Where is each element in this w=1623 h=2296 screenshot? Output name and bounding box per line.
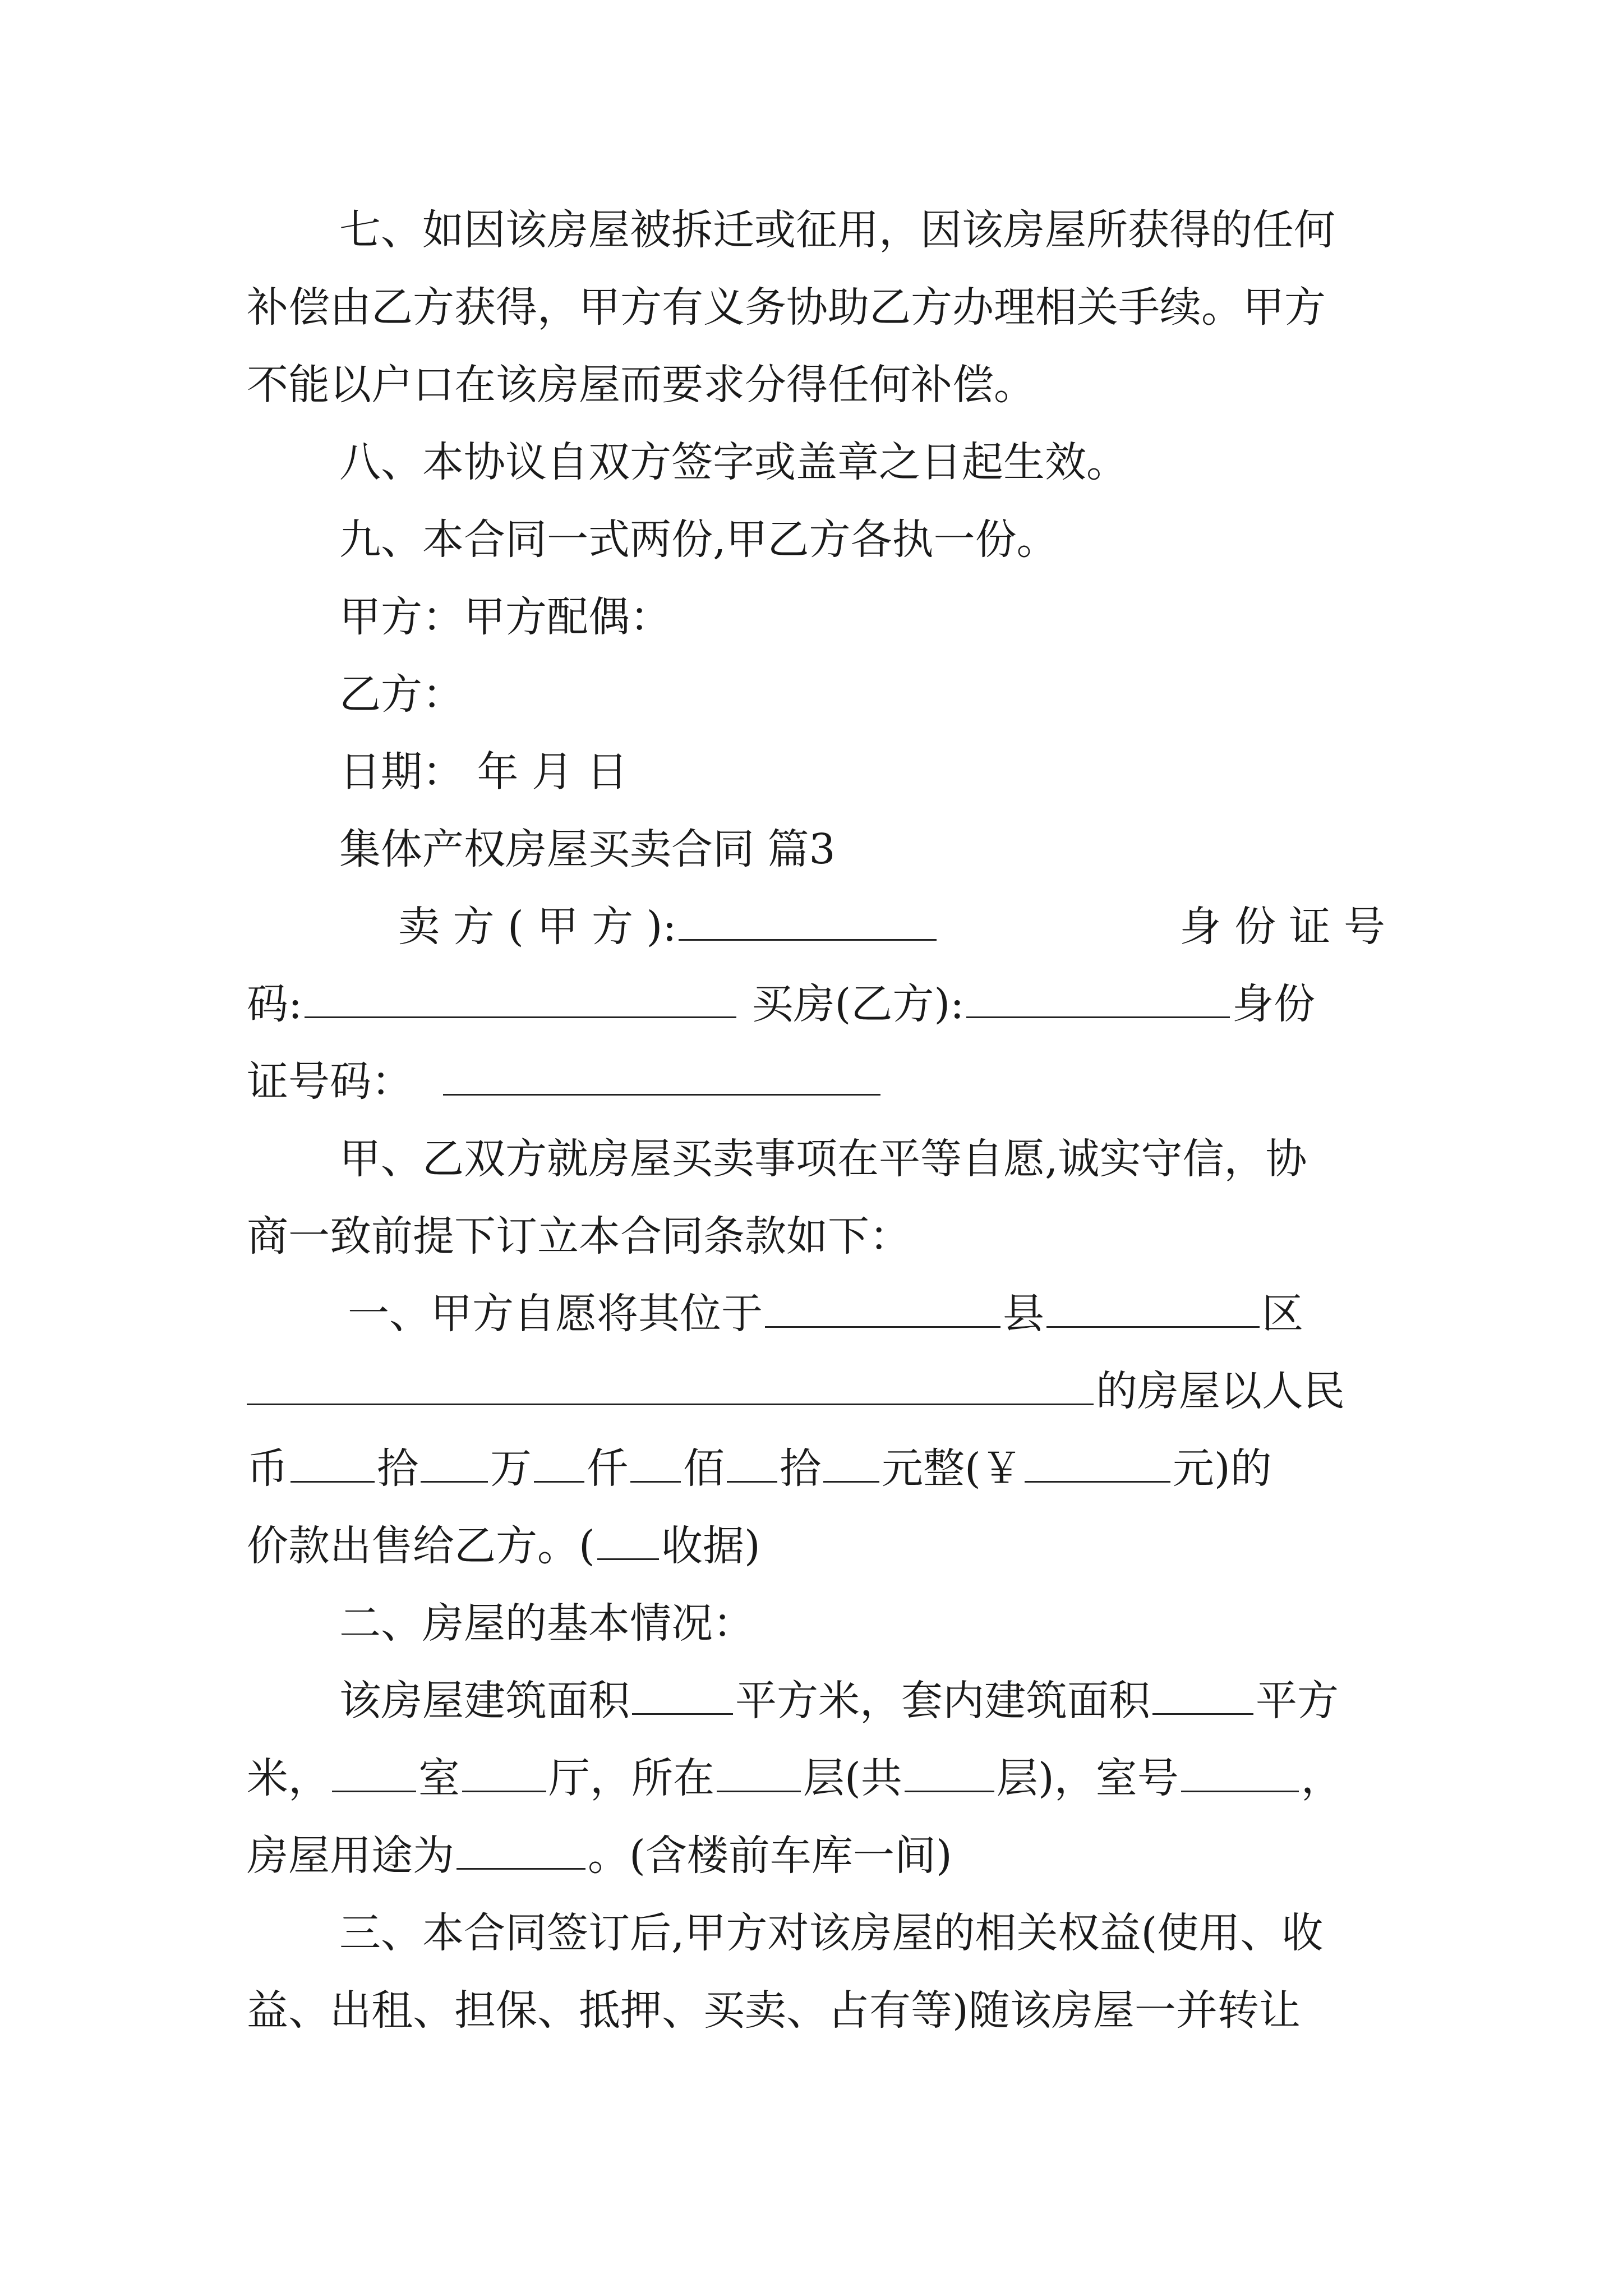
amount-unit-3: 仟 — [587, 1444, 628, 1493]
clause-7-line-2: 补偿由乙方获得，甲方有义务协助乙方办理相关手续。甲方 — [247, 283, 1326, 332]
clause-1-text: 一、甲方自愿将其位于 — [348, 1290, 763, 1338]
preamble-line-2: 商一致前提下订立本合同条款如下： — [247, 1212, 911, 1260]
seller-id-label: 身 份 证 号 — [1179, 903, 1385, 951]
amount-unit-2: 万 — [490, 1444, 532, 1493]
district-blank — [1046, 1294, 1260, 1328]
amount-blank-6 — [823, 1448, 879, 1483]
date-line: 日期： 年 月 日 — [339, 748, 628, 796]
clause-1-line-1 — [348, 1280, 1486, 1347]
clause-7-line-1: 七、如因该房屋被拆迁或征用，因该房屋所获得的任何 — [339, 206, 1335, 254]
room-number-label: 层)，室号 — [996, 1754, 1179, 1802]
clause-1-line-3 — [247, 1435, 1385, 1502]
room-number-blank — [1181, 1758, 1299, 1792]
amount-figure-blank — [1025, 1448, 1170, 1483]
rooms-blank — [332, 1758, 416, 1792]
amount-blank-4 — [630, 1448, 681, 1483]
clause-1-text-2: 的房屋以人民 — [1096, 1367, 1345, 1415]
clause-3-line-1: 三、本合同签订后,甲方对该房屋的相关权益(使用、收 — [339, 1909, 1324, 1957]
buyer-id-label-cont: 证号码： — [247, 1057, 413, 1106]
section-title: 集体产权房屋买卖合同 篇3 — [339, 825, 836, 873]
usage-note: 。(含楼前车库一间) — [588, 1832, 952, 1880]
amount-unit-7: 元)的 — [1172, 1444, 1272, 1493]
usage-label: 房屋用途为 — [247, 1832, 454, 1880]
total-floors-blank — [905, 1758, 994, 1792]
seller-label: 卖 方 ( 甲 方 ): — [398, 903, 677, 951]
floor-label: 厅，所在 — [548, 1754, 714, 1802]
address-blank — [247, 1371, 1094, 1405]
seller-name-blank — [679, 907, 937, 941]
usage-blank — [457, 1835, 585, 1870]
clause-2-line-3 — [247, 1822, 1385, 1889]
buyer-id-blank — [443, 1061, 880, 1096]
inner-area-label: 平方米，套内建筑面积 — [735, 1677, 1150, 1725]
receipt-label: 收据) — [661, 1522, 760, 1570]
inner-area-unit: 平方 — [1256, 1677, 1339, 1725]
clause-7-line-3: 不能以户口在该房屋而要求分得任何补偿。 — [247, 361, 1035, 409]
seller-id-label-cont: 码: — [247, 980, 302, 1028]
building-area-blank — [632, 1681, 733, 1715]
clause-9: 九、本合同一式两份,甲乙方各执一份。 — [339, 516, 1058, 564]
amount-blank-3 — [534, 1448, 584, 1483]
inner-area-blank — [1152, 1681, 1253, 1715]
halls-blank — [462, 1758, 546, 1792]
building-area-label: 该房屋建筑面积 — [339, 1677, 630, 1725]
party-b-signature-line: 乙方： — [339, 670, 464, 719]
total-floors-label: 层(共 — [803, 1754, 902, 1802]
clause-1-text-3: 价款出售给乙方。( — [247, 1522, 595, 1570]
party-a-signature-line: 甲方：甲方配偶： — [339, 593, 671, 641]
amount-blank-5 — [727, 1448, 777, 1483]
floor-blank — [717, 1758, 801, 1792]
amount-unit-4: 佰 — [683, 1444, 725, 1493]
receipt-blank — [597, 1526, 659, 1560]
amount-unit-1: 拾 — [377, 1444, 418, 1493]
buyer-id-label: 身份 — [1232, 980, 1316, 1028]
county-label: 县 — [1003, 1290, 1044, 1338]
clause-1-line-2 — [247, 1358, 1385, 1425]
seller-id-blank — [305, 984, 736, 1018]
room-line-end: ， — [1301, 1754, 1343, 1802]
room-prefix: 米， — [247, 1754, 330, 1802]
preamble-line-1: 甲、乙双方就房屋买卖事项在平等自愿,诚实守信，协 — [339, 1135, 1307, 1183]
clause-8: 八、本协议自双方签字或盖章之日起生效。 — [339, 438, 1128, 486]
clause-2-line-1 — [339, 1667, 1478, 1734]
currency-label: 币 — [247, 1444, 288, 1493]
clause-3-line-2: 益、出租、担保、抵押、买卖、占有等)随该房屋一并转让 — [247, 1986, 1301, 2035]
clause-1-line-4 — [247, 1512, 1385, 1580]
rooms-label: 室 — [418, 1754, 460, 1802]
amount-unit-5: 拾 — [780, 1444, 821, 1493]
clause-2-heading: 二、房屋的基本情况： — [339, 1599, 754, 1648]
buyer-name-blank — [966, 984, 1230, 1018]
seller-line — [398, 893, 1385, 960]
amount-blank-1 — [291, 1448, 375, 1483]
clause-2-line-2 — [247, 1745, 1385, 1812]
buyer-label: 买房(乙方): — [751, 980, 965, 1028]
buyer-line — [247, 970, 1385, 1038]
district-label: 区 — [1262, 1290, 1303, 1338]
amount-unit-6: 元整(￥ — [882, 1444, 1022, 1493]
amount-blank-2 — [421, 1448, 488, 1483]
county-blank — [765, 1294, 1000, 1328]
buyer-id-line — [247, 1048, 1385, 1115]
